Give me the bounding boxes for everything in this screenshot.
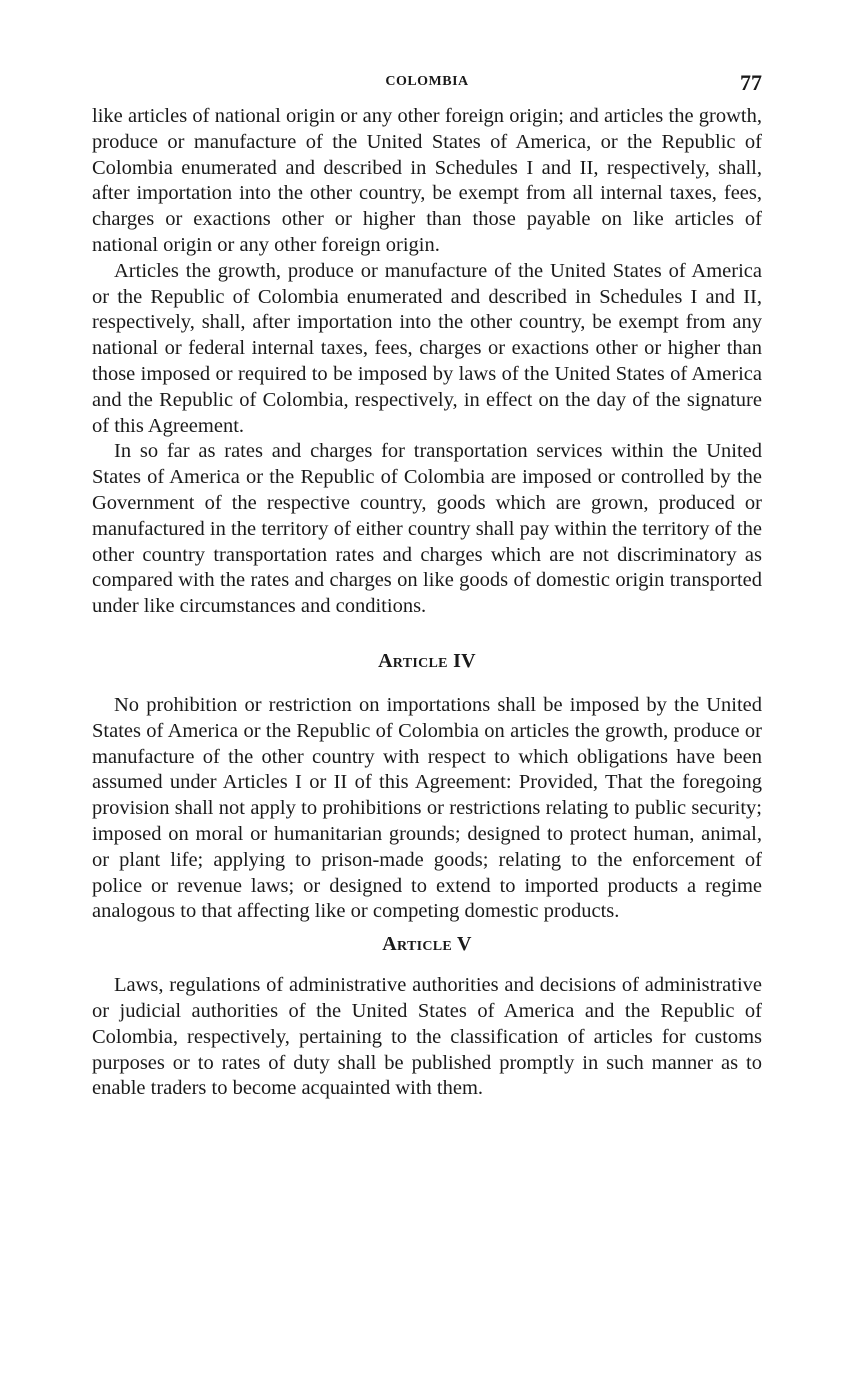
- paragraph-continuation: like articles of national origin or any other foreign origin; and articles the growth, produce or manufacture of the United States of America, or the Republic of Colombia enumerated and described in Schedules I and II, respectively, shall, after importation into the other country, be exempt from all internal taxes, fees, charges or exactions other or higher than those payable on like articles of national origin or any other foreign origin.: [92, 105, 762, 256]
- page-number: 77: [740, 70, 762, 95]
- document-page: [92, 70, 762, 1102]
- running-title: COLOMBIA: [385, 74, 469, 89]
- article-iv-text: No prohibition or restriction on importations shall be imposed by the United States of America or the Republic of Colombia on articles the growth, produce or manufacture of the other country with respect to which obligations have been assumed under Articles I or II of this Agreement: Provided, That the foregoing provision shall not apply to prohibitions or restrictions relating to public security; imposed on moral or humanitarian grounds; designed to protect human, animal, or plant life; applying to prison-made goods; relating to the enforcement of police or revenue laws; or designed to extend to imported products a regime analogous to that affecting like or competing domestic products.: [92, 693, 762, 923]
- article-v-heading: Article V: [382, 933, 472, 956]
- paragraph-transportation-rates: In so far as rates and charges for transportation services within the United States of America or the Republic of Colombia are imposed or controlled by the Government of the respective country, goods which are grown, produced or manufactured in the territory of either country shall pay within the territory of the other country transportation rates and charges which are not discriminatory as compared with the rates and charges on like goods of domestic origin transported under like circumstances and conditions.: [92, 440, 762, 618]
- running-header: [92, 70, 762, 104]
- article-iv-heading: Article IV: [378, 649, 476, 672]
- article-v-text: Laws, regulations of administrative authorities and decisions of administrative or judicial authorities of the United States of America and the Republic of Colombia, respectively, pertaining to the classification of articles for customs purposes or to rates of duty shall be published promptly in such manner as to enable traders to become acquainted with them.: [92, 974, 762, 1100]
- paragraph-internal-taxes: Articles the growth, produce or manufacture of the United States of America or the Republic of Colombia enumerated and described in Schedules I and II, respectively, shall, after importation into the other country, be exempt from any national or federal internal taxes, fees, charges or exactions other or higher than those imposed or required to be imposed by laws of the United States of America and the Republic of Colombia, respectively, in effect on the day of the signature of this Agreement.: [92, 259, 762, 437]
